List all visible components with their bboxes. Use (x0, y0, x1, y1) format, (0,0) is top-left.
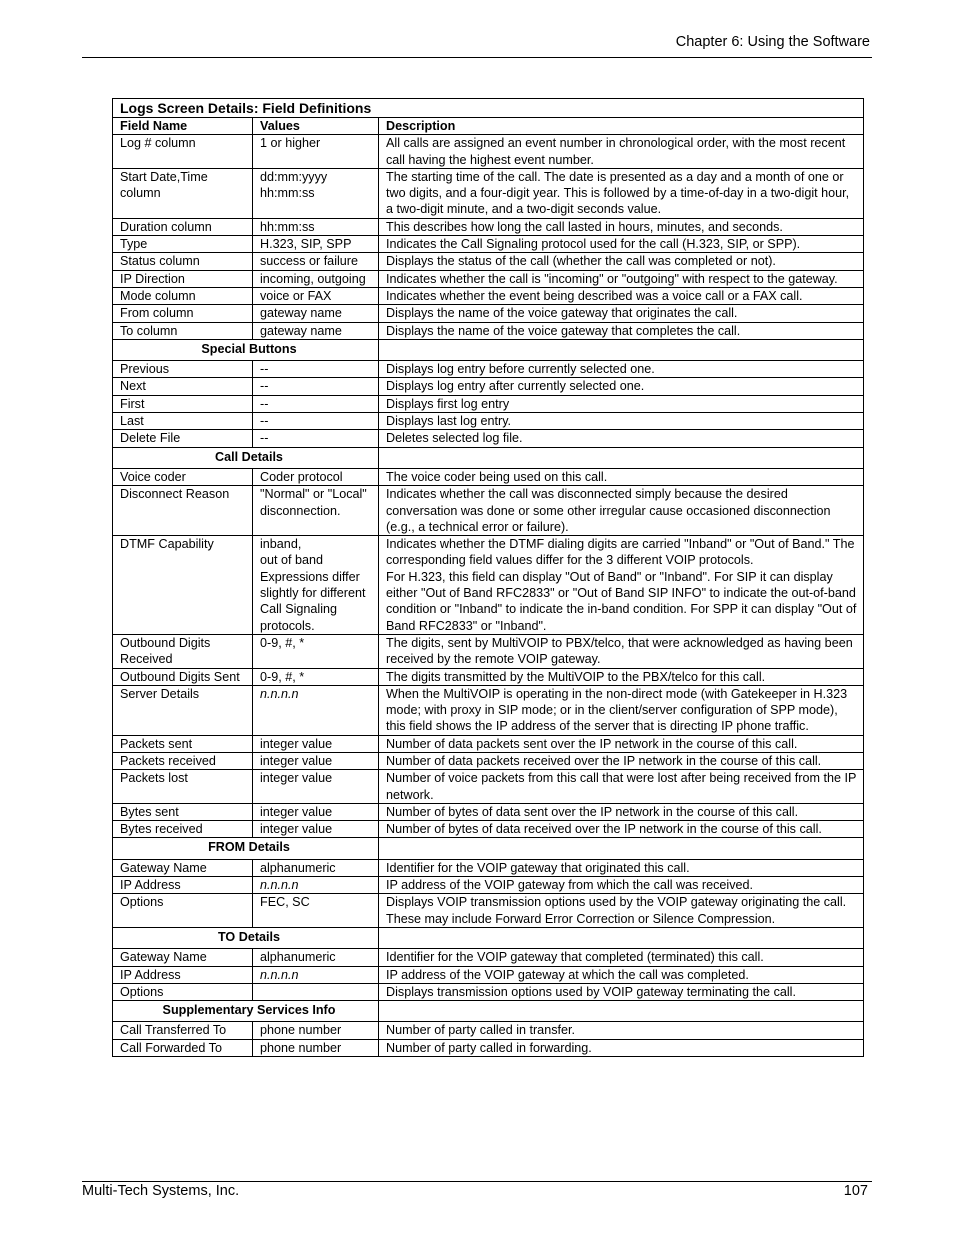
table-caption: Logs Screen Details: Field Definitions (113, 99, 864, 118)
table-row (113, 322, 864, 339)
values-cell: 0-9, #, * (253, 668, 379, 685)
field-name-cell: Status column (113, 253, 253, 270)
values-cell: 1 or higher (253, 135, 379, 169)
table-caption-row (113, 99, 864, 118)
section-title: Call Details (113, 447, 379, 468)
field-name-cell: Outbound Digits Sent (113, 668, 253, 685)
description-cell: IP address of the VOIP gateway at which the call was completed. (379, 966, 864, 983)
field-name-cell: IP Address (113, 877, 253, 894)
description-cell: Displays the name of the voice gateway that completes the call. (379, 322, 864, 339)
values-cell: integer value (253, 821, 379, 838)
field-name-cell: From column (113, 305, 253, 322)
description-cell: Indicates the Call Signaling protocol used for the call (H.323, SIP, or SPP). (379, 236, 864, 253)
values-cell: phone number (253, 1022, 379, 1039)
description-cell: All calls are assigned an event number in chronological order, with the most recent call having the highest event number. (379, 135, 864, 169)
field-name-cell: DTMF Capability (113, 536, 253, 635)
field-name-cell: Packets lost (113, 770, 253, 804)
values-cell: phone number (253, 1039, 379, 1056)
section-empty-cell (379, 339, 864, 360)
field-name-cell: IP Direction (113, 270, 253, 287)
section-title: TO Details (113, 927, 379, 948)
field-name-cell: Disconnect Reason (113, 486, 253, 536)
chapter-header: Chapter 6: Using the Software (675, 34, 870, 50)
footer-rule (82, 1181, 872, 1182)
values-cell: n.n.n.n (253, 685, 379, 735)
values-cell: n.n.n.n (253, 877, 379, 894)
field-name-cell: Delete File (113, 430, 253, 447)
description-cell: Indicates whether the call is "incoming" or "outgoing" with respect to the gateway. (379, 270, 864, 287)
description-cell: Deletes selected log file. (379, 430, 864, 447)
description-cell: Indicates whether the call was disconnected simply because the desired conversation was done or some other irregular cause occasioned disconnection (e.g., a technical error or failure). (379, 486, 864, 536)
values-cell: -- (253, 430, 379, 447)
table-row (113, 135, 864, 169)
field-name-cell: Type (113, 236, 253, 253)
section-empty-cell (379, 1001, 864, 1022)
field-name-cell: First (113, 395, 253, 412)
values-cell: Coder protocol (253, 468, 379, 485)
table-row (113, 1022, 864, 1039)
description-cell: Displays transmission options used by VOIP gateway terminating the call. (379, 983, 864, 1000)
table-row (113, 668, 864, 685)
description-cell: Indicates whether the event being described was a voice call or a FAX call. (379, 287, 864, 304)
section-header-row (113, 927, 864, 948)
column-header-description: Description (379, 118, 864, 135)
field-name-cell: Last (113, 413, 253, 430)
section-header-row (113, 1001, 864, 1022)
values-cell: dd:mm:yyyy hh:mm:ss (253, 168, 379, 218)
table-row (113, 770, 864, 804)
description-cell: Displays the name of the voice gateway that originates the call. (379, 305, 864, 322)
field-name-cell: Packets received (113, 752, 253, 769)
section-title: FROM Details (113, 838, 379, 859)
table-row (113, 361, 864, 378)
field-name-cell: Start Date,Time column (113, 168, 253, 218)
description-cell: IP address of the VOIP gateway from which the call was received. (379, 877, 864, 894)
description-cell: Displays log entry after currently selected one. (379, 378, 864, 395)
values-cell: -- (253, 361, 379, 378)
page-number: 107 (843, 1183, 868, 1199)
field-name-cell: IP Address (113, 966, 253, 983)
table-row (113, 877, 864, 894)
table-row (113, 378, 864, 395)
values-cell: alphanumeric (253, 949, 379, 966)
column-header-values: Values (253, 118, 379, 135)
table-row (113, 735, 864, 752)
table-row (113, 468, 864, 485)
values-cell: H.323, SIP, SPP (253, 236, 379, 253)
description-cell: The digits transmitted by the MultiVOIP to the PBX/telco for this call. (379, 668, 864, 685)
description-cell: The starting time of the call. The date is presented as a day and a month of one or two digits, and a four-digit year. This is followed by a time-of-day in a two-digit hour, a two-digit minute, and a two-digit seconds value. (379, 168, 864, 218)
field-name-cell: Options (113, 894, 253, 928)
table-row (113, 634, 864, 668)
table-row (113, 685, 864, 735)
field-name-cell: Server Details (113, 685, 253, 735)
values-cell: gateway name (253, 322, 379, 339)
table-row (113, 168, 864, 218)
table-row (113, 270, 864, 287)
field-name-cell: Call Forwarded To (113, 1039, 253, 1056)
section-header-row (113, 447, 864, 468)
table-row (113, 253, 864, 270)
description-cell: Number of party called in forwarding. (379, 1039, 864, 1056)
description-cell: Indicates whether the DTMF dialing digits are carried "Inband" or "Out of Band." The corresponding field values differ for the 3 different VOIP protocols. For H.323, this field can display "Out of Band" or "Inband". For SIP it can display either "Out of Band RFC2833" or "Out of Band SIP INFO" to indicate the out-of-band condition or "Inband" to indicate the in-band condition. For SPP it can display "Out of Band RFC2833" or "Inband". (379, 536, 864, 635)
values-cell: n.n.n.n (253, 966, 379, 983)
values-cell: "Normal" or "Local" disconnection. (253, 486, 379, 536)
description-cell: Number of bytes of data received over the IP network in the course of this call. (379, 821, 864, 838)
values-cell: 0-9, #, * (253, 634, 379, 668)
values-cell: -- (253, 413, 379, 430)
footer-company: Multi-Tech Systems, Inc. (82, 1183, 240, 1199)
values-cell: gateway name (253, 305, 379, 322)
table-row (113, 859, 864, 876)
table-row (113, 236, 864, 253)
description-cell: Identifier for the VOIP gateway that originated this call. (379, 859, 864, 876)
table-row (113, 803, 864, 820)
field-name-cell: Options (113, 983, 253, 1000)
table-row (113, 949, 864, 966)
section-empty-cell (379, 927, 864, 948)
field-name-cell: Bytes received (113, 821, 253, 838)
values-cell: integer value (253, 770, 379, 804)
table-header-row (113, 118, 864, 135)
description-cell: This describes how long the call lasted in hours, minutes, and seconds. (379, 218, 864, 235)
field-definitions-table (112, 98, 864, 1057)
description-cell: Number of party called in transfer. (379, 1022, 864, 1039)
description-cell: Displays first log entry (379, 395, 864, 412)
values-cell (253, 983, 379, 1000)
field-name-cell: To column (113, 322, 253, 339)
table-row (113, 413, 864, 430)
values-cell: voice or FAX (253, 287, 379, 304)
table-row (113, 305, 864, 322)
description-cell: Displays last log entry. (379, 413, 864, 430)
description-cell: Displays log entry before currently selected one. (379, 361, 864, 378)
table-row (113, 1039, 864, 1056)
table-row (113, 966, 864, 983)
field-name-cell: Gateway Name (113, 949, 253, 966)
table-row (113, 536, 864, 635)
field-name-cell: Outbound Digits Received (113, 634, 253, 668)
values-cell: success or failure (253, 253, 379, 270)
description-cell: When the MultiVOIP is operating in the non-direct mode (with Gatekeeper in H.323 mode; with proxy in SIP mode; or in the client/server configuration of SPP mode), this field shows the IP address of the server that is directing IP phone traffic. (379, 685, 864, 735)
values-cell: integer value (253, 752, 379, 769)
values-cell: -- (253, 395, 379, 412)
section-empty-cell (379, 447, 864, 468)
field-name-cell: Bytes sent (113, 803, 253, 820)
field-name-cell: Next (113, 378, 253, 395)
values-cell: -- (253, 378, 379, 395)
header-rule (82, 57, 872, 58)
field-name-cell: Log # column (113, 135, 253, 169)
description-cell: Number of voice packets from this call that were lost after being received from the IP network. (379, 770, 864, 804)
table-row (113, 218, 864, 235)
values-cell: FEC, SC (253, 894, 379, 928)
section-header-row (113, 838, 864, 859)
table-row (113, 287, 864, 304)
field-name-cell: Voice coder (113, 468, 253, 485)
table-row (113, 894, 864, 928)
table-row (113, 486, 864, 536)
description-cell: Number of data packets received over the IP network in the course of this call. (379, 752, 864, 769)
table-row (113, 983, 864, 1000)
section-empty-cell (379, 838, 864, 859)
table-row (113, 752, 864, 769)
field-name-cell: Gateway Name (113, 859, 253, 876)
table-row (113, 395, 864, 412)
field-name-cell: Previous (113, 361, 253, 378)
values-cell: inband, out of band Expressions differ slightly for different Call Signaling protocols. (253, 536, 379, 635)
description-cell: Identifier for the VOIP gateway that completed (terminated) this call. (379, 949, 864, 966)
description-cell: The voice coder being used on this call. (379, 468, 864, 485)
field-name-cell: Mode column (113, 287, 253, 304)
description-cell: Displays VOIP transmission options used by the VOIP gateway originating the call. These may include Forward Error Correction or Silence Compression. (379, 894, 864, 928)
section-title: Special Buttons (113, 339, 379, 360)
values-cell: hh:mm:ss (253, 218, 379, 235)
values-cell: alphanumeric (253, 859, 379, 876)
table-row (113, 430, 864, 447)
values-cell: integer value (253, 735, 379, 752)
column-header-field-name: Field Name (113, 118, 253, 135)
section-header-row (113, 339, 864, 360)
section-title: Supplementary Services Info (113, 1001, 379, 1022)
description-cell: The digits, sent by MultiVOIP to PBX/telco, that were acknowledged as having been received by the remote VOIP gateway. (379, 634, 864, 668)
values-cell: integer value (253, 803, 379, 820)
table-body (113, 135, 864, 1057)
description-cell: Number of data packets sent over the IP network in the course of this call. (379, 735, 864, 752)
table-row (113, 821, 864, 838)
values-cell: incoming, outgoing (253, 270, 379, 287)
description-cell: Displays the status of the call (whether the call was completed or not). (379, 253, 864, 270)
field-name-cell: Duration column (113, 218, 253, 235)
description-cell: Number of bytes of data sent over the IP network in the course of this call. (379, 803, 864, 820)
field-name-cell: Call Transferred To (113, 1022, 253, 1039)
field-name-cell: Packets sent (113, 735, 253, 752)
